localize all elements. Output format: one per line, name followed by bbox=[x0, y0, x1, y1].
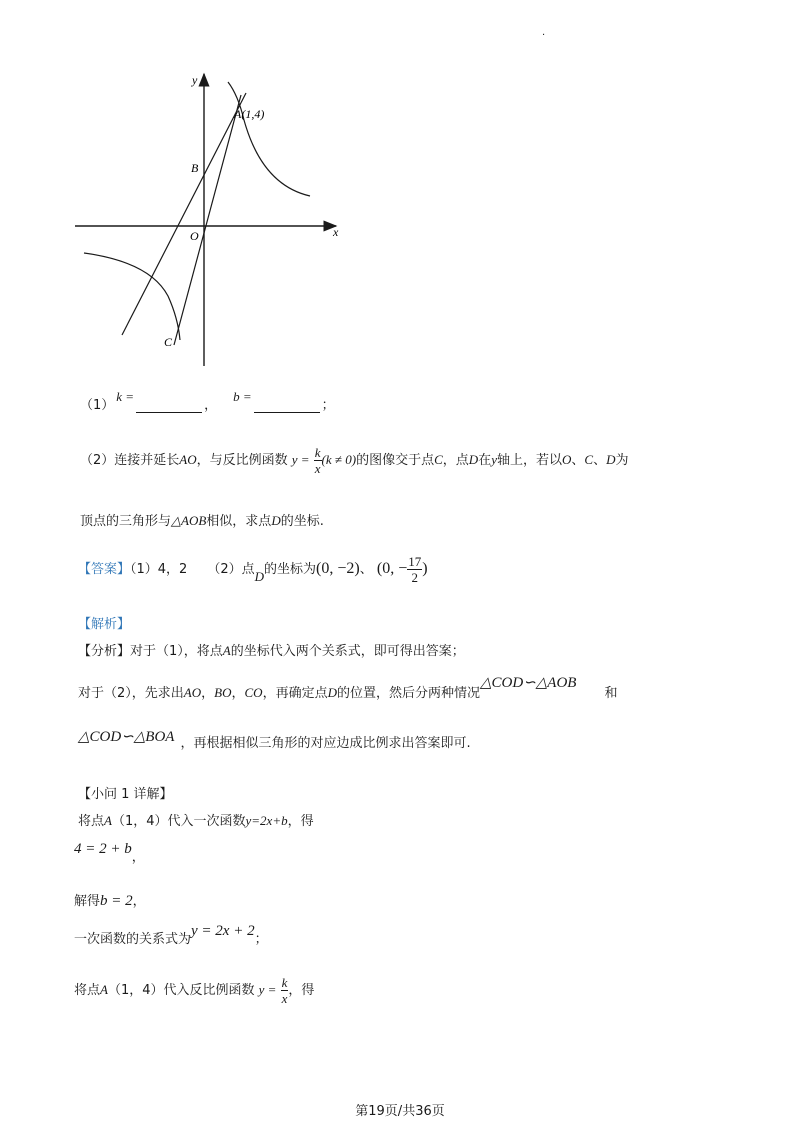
answer-blank-k bbox=[136, 411, 202, 413]
detail-line-3: 解得b = 2， bbox=[74, 893, 146, 909]
question-2-line-1: （2）连接并延长AO，与反比例函数 y = $\frac{k}{x}$ (k ≠ 0)的图像交于点C，点D在y轴上，若以O、C、D为 bbox=[80, 445, 629, 476]
question-1: （1）k =，b =； bbox=[80, 389, 335, 413]
detail-tag: 【小问 1 详解】 bbox=[78, 787, 173, 802]
detail-line-5: 将点A（1，4）代入反比例函数 y = $\frac{k}{x}$ ，得 bbox=[74, 975, 315, 1006]
label-y: y bbox=[192, 73, 198, 87]
answer-blank-b bbox=[254, 411, 320, 413]
answer-line: 【答案】（1）4，2 （2）点D的坐标为(0, −2)、 (0, − $\frac{17}{2}$ ) bbox=[78, 554, 428, 585]
label-o: O bbox=[190, 229, 199, 243]
fraction-k-over-x: $\frac{k}{x}$ bbox=[314, 445, 321, 476]
hyperbola-lower bbox=[84, 253, 180, 340]
label-a: A(1,4) bbox=[234, 107, 265, 121]
function-graph-figure bbox=[70, 68, 350, 368]
analysis-tag: 【解析】 bbox=[78, 617, 131, 632]
line-ab bbox=[122, 93, 246, 335]
detail-line-1: 将点A（1，4）代入一次函数y=2x+b，得 bbox=[78, 813, 314, 829]
label-c: C bbox=[164, 335, 173, 349]
fraction-k-over-x-2: $\frac{k}{x}$ bbox=[281, 975, 288, 1006]
fraction-17-over-2: $\frac{17}{2}$ bbox=[408, 554, 422, 585]
page-footer: 第19页/共36页 bbox=[355, 1104, 445, 1119]
analysis-line-2: 对于（2），先求出AO，BO，CO，再确定点D的位置，然后分两种情况△COD∽△AOB和 bbox=[78, 675, 618, 701]
answer-tag: 【答案】 bbox=[78, 562, 131, 577]
header-mark: · bbox=[542, 30, 546, 41]
detail-line-2: 4 = 2 + b， bbox=[74, 841, 145, 865]
analysis-line-1: 【分析】对于（1），将点A的坐标代入两个关系式，即可得出答案； bbox=[78, 643, 465, 659]
analysis-line-3: △COD∽△BOA ，再根据相似三角形的对应边成比例求出答案即可. bbox=[78, 729, 471, 751]
label-x: x bbox=[333, 225, 339, 239]
detail-line-4: 一次函数的关系式为y = 2x + 2； bbox=[74, 923, 268, 947]
line-ao bbox=[174, 95, 241, 345]
question-2-line-2: 顶点的三角形与△AOB相似，求点D的坐标. bbox=[80, 513, 324, 529]
label-b: B bbox=[191, 161, 199, 175]
